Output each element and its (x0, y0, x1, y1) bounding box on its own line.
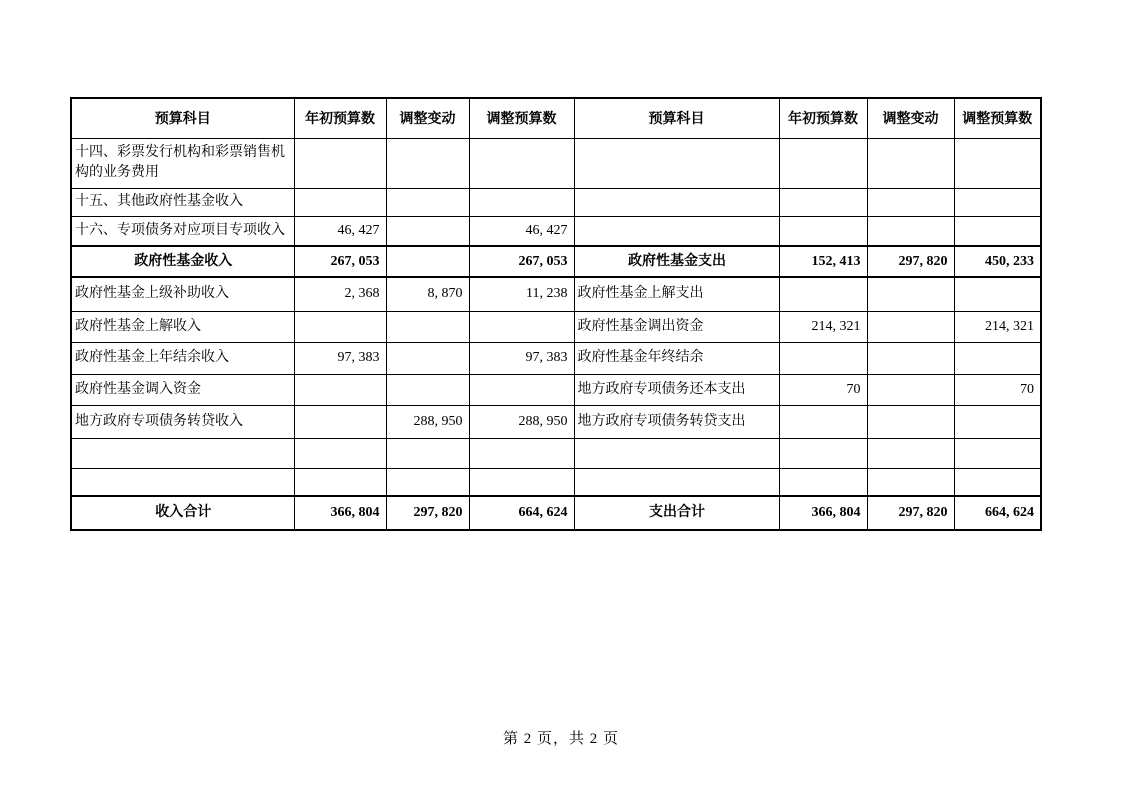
budget-item-cell: 地方政府专项债务转贷支出 (574, 405, 779, 438)
budget-item-cell: 地方政府专项债务还本支出 (574, 374, 779, 405)
value-cell: 297, 820 (386, 496, 469, 530)
budget-item-cell: 支出合计 (574, 496, 779, 530)
value-cell: 152, 413 (779, 246, 867, 277)
government-fund-budget-table (70, 97, 1042, 531)
table-row-grand-total (71, 496, 1041, 530)
value-cell: 70 (954, 374, 1041, 405)
budget-item-cell: 十四、彩票发行机构和彩票销售机构的业务费用 (71, 138, 294, 188)
header-initial-budget-right: 年初预算数 (779, 98, 867, 138)
value-cell: 11, 238 (469, 277, 574, 311)
value-cell (779, 468, 867, 496)
table-row (71, 405, 1041, 438)
header-adjusted-budget-right: 调整预算数 (954, 98, 1041, 138)
budget-item-cell: 政府性基金收入 (71, 246, 294, 277)
header-adjustment-change-right: 调整变动 (867, 98, 954, 138)
table-row (71, 311, 1041, 342)
table-row (71, 374, 1041, 405)
value-cell (867, 277, 954, 311)
value-cell (867, 374, 954, 405)
header-budget-subject-left: 预算科目 (71, 98, 294, 138)
value-cell: 366, 804 (779, 496, 867, 530)
budget-item-cell (71, 438, 294, 468)
budget-item-cell: 十六、专项债务对应项目专项收入 (71, 216, 294, 246)
value-cell (779, 438, 867, 468)
value-cell: 267, 053 (469, 246, 574, 277)
value-cell: 214, 321 (954, 311, 1041, 342)
budget-item-cell: 地方政府专项债务转贷收入 (71, 405, 294, 438)
budget-item-cell: 政府性基金调出资金 (574, 311, 779, 342)
budget-item-cell: 政府性基金调入资金 (71, 374, 294, 405)
value-cell (386, 374, 469, 405)
value-cell (469, 138, 574, 188)
value-cell (954, 468, 1041, 496)
value-cell (386, 468, 469, 496)
table-row (71, 216, 1041, 246)
budget-item-cell (574, 138, 779, 188)
value-cell (294, 438, 386, 468)
value-cell (867, 216, 954, 246)
budget-item-cell: 政府性基金上级补助收入 (71, 277, 294, 311)
value-cell (779, 188, 867, 216)
value-cell (954, 438, 1041, 468)
value-cell (294, 374, 386, 405)
value-cell (469, 438, 574, 468)
budget-item-cell: 十五、其他政府性基金收入 (71, 188, 294, 216)
value-cell: 214, 321 (779, 311, 867, 342)
value-cell (469, 188, 574, 216)
value-cell (386, 311, 469, 342)
header-budget-subject-right: 预算科目 (574, 98, 779, 138)
value-cell: 366, 804 (294, 496, 386, 530)
budget-item-cell (574, 438, 779, 468)
table-row (71, 438, 1041, 468)
value-cell (867, 311, 954, 342)
value-cell: 8, 870 (386, 277, 469, 311)
table-row (71, 138, 1041, 188)
header-initial-budget-left: 年初预算数 (294, 98, 386, 138)
value-cell (294, 468, 386, 496)
table-row-fund-income-total (71, 246, 1041, 277)
value-cell (779, 138, 867, 188)
value-cell (867, 468, 954, 496)
value-cell (954, 277, 1041, 311)
value-cell (386, 188, 469, 216)
table-header-row (71, 98, 1041, 138)
page-number-footer: 第 2 页，共 2 页 (502, 731, 619, 747)
budget-item-cell: 收入合计 (71, 496, 294, 530)
value-cell (469, 311, 574, 342)
value-cell: 46, 427 (469, 216, 574, 246)
value-cell (386, 342, 469, 374)
value-cell (779, 216, 867, 246)
value-cell: 664, 624 (469, 496, 574, 530)
value-cell: 2, 368 (294, 277, 386, 311)
value-cell (294, 188, 386, 216)
value-cell: 97, 383 (469, 342, 574, 374)
value-cell: 288, 950 (469, 405, 574, 438)
value-cell: 297, 820 (867, 496, 954, 530)
value-cell (954, 216, 1041, 246)
budget-item-cell (574, 188, 779, 216)
value-cell: 297, 820 (867, 246, 954, 277)
value-cell (294, 138, 386, 188)
value-cell (954, 405, 1041, 438)
value-cell (867, 188, 954, 216)
value-cell (386, 216, 469, 246)
value-cell (294, 405, 386, 438)
value-cell (386, 246, 469, 277)
value-cell (469, 468, 574, 496)
header-adjusted-budget-left: 调整预算数 (469, 98, 574, 138)
table-row (71, 277, 1041, 311)
table-row (71, 342, 1041, 374)
budget-item-cell (574, 468, 779, 496)
value-cell: 97, 383 (294, 342, 386, 374)
value-cell (469, 374, 574, 405)
budget-item-cell: 政府性基金年终结余 (574, 342, 779, 374)
budget-item-cell (71, 468, 294, 496)
value-cell: 46, 427 (294, 216, 386, 246)
value-cell (779, 405, 867, 438)
value-cell (779, 277, 867, 311)
table-row (71, 468, 1041, 496)
value-cell (867, 405, 954, 438)
budget-item-cell (574, 216, 779, 246)
value-cell: 450, 233 (954, 246, 1041, 277)
budget-item-cell: 政府性基金上解支出 (574, 277, 779, 311)
value-cell (954, 188, 1041, 216)
budget-item-cell: 政府性基金上解收入 (71, 311, 294, 342)
table-row (71, 188, 1041, 216)
value-cell (867, 438, 954, 468)
value-cell (954, 342, 1041, 374)
value-cell (386, 138, 469, 188)
value-cell (386, 438, 469, 468)
value-cell (867, 138, 954, 188)
budget-item-cell: 政府性基金支出 (574, 246, 779, 277)
value-cell: 70 (779, 374, 867, 405)
value-cell: 267, 053 (294, 246, 386, 277)
value-cell (954, 138, 1041, 188)
value-cell: 664, 624 (954, 496, 1041, 530)
value-cell (294, 311, 386, 342)
header-adjustment-change-left: 调整变动 (386, 98, 469, 138)
value-cell (779, 342, 867, 374)
value-cell (867, 342, 954, 374)
value-cell: 288, 950 (386, 405, 469, 438)
budget-item-cell: 政府性基金上年结余收入 (71, 342, 294, 374)
